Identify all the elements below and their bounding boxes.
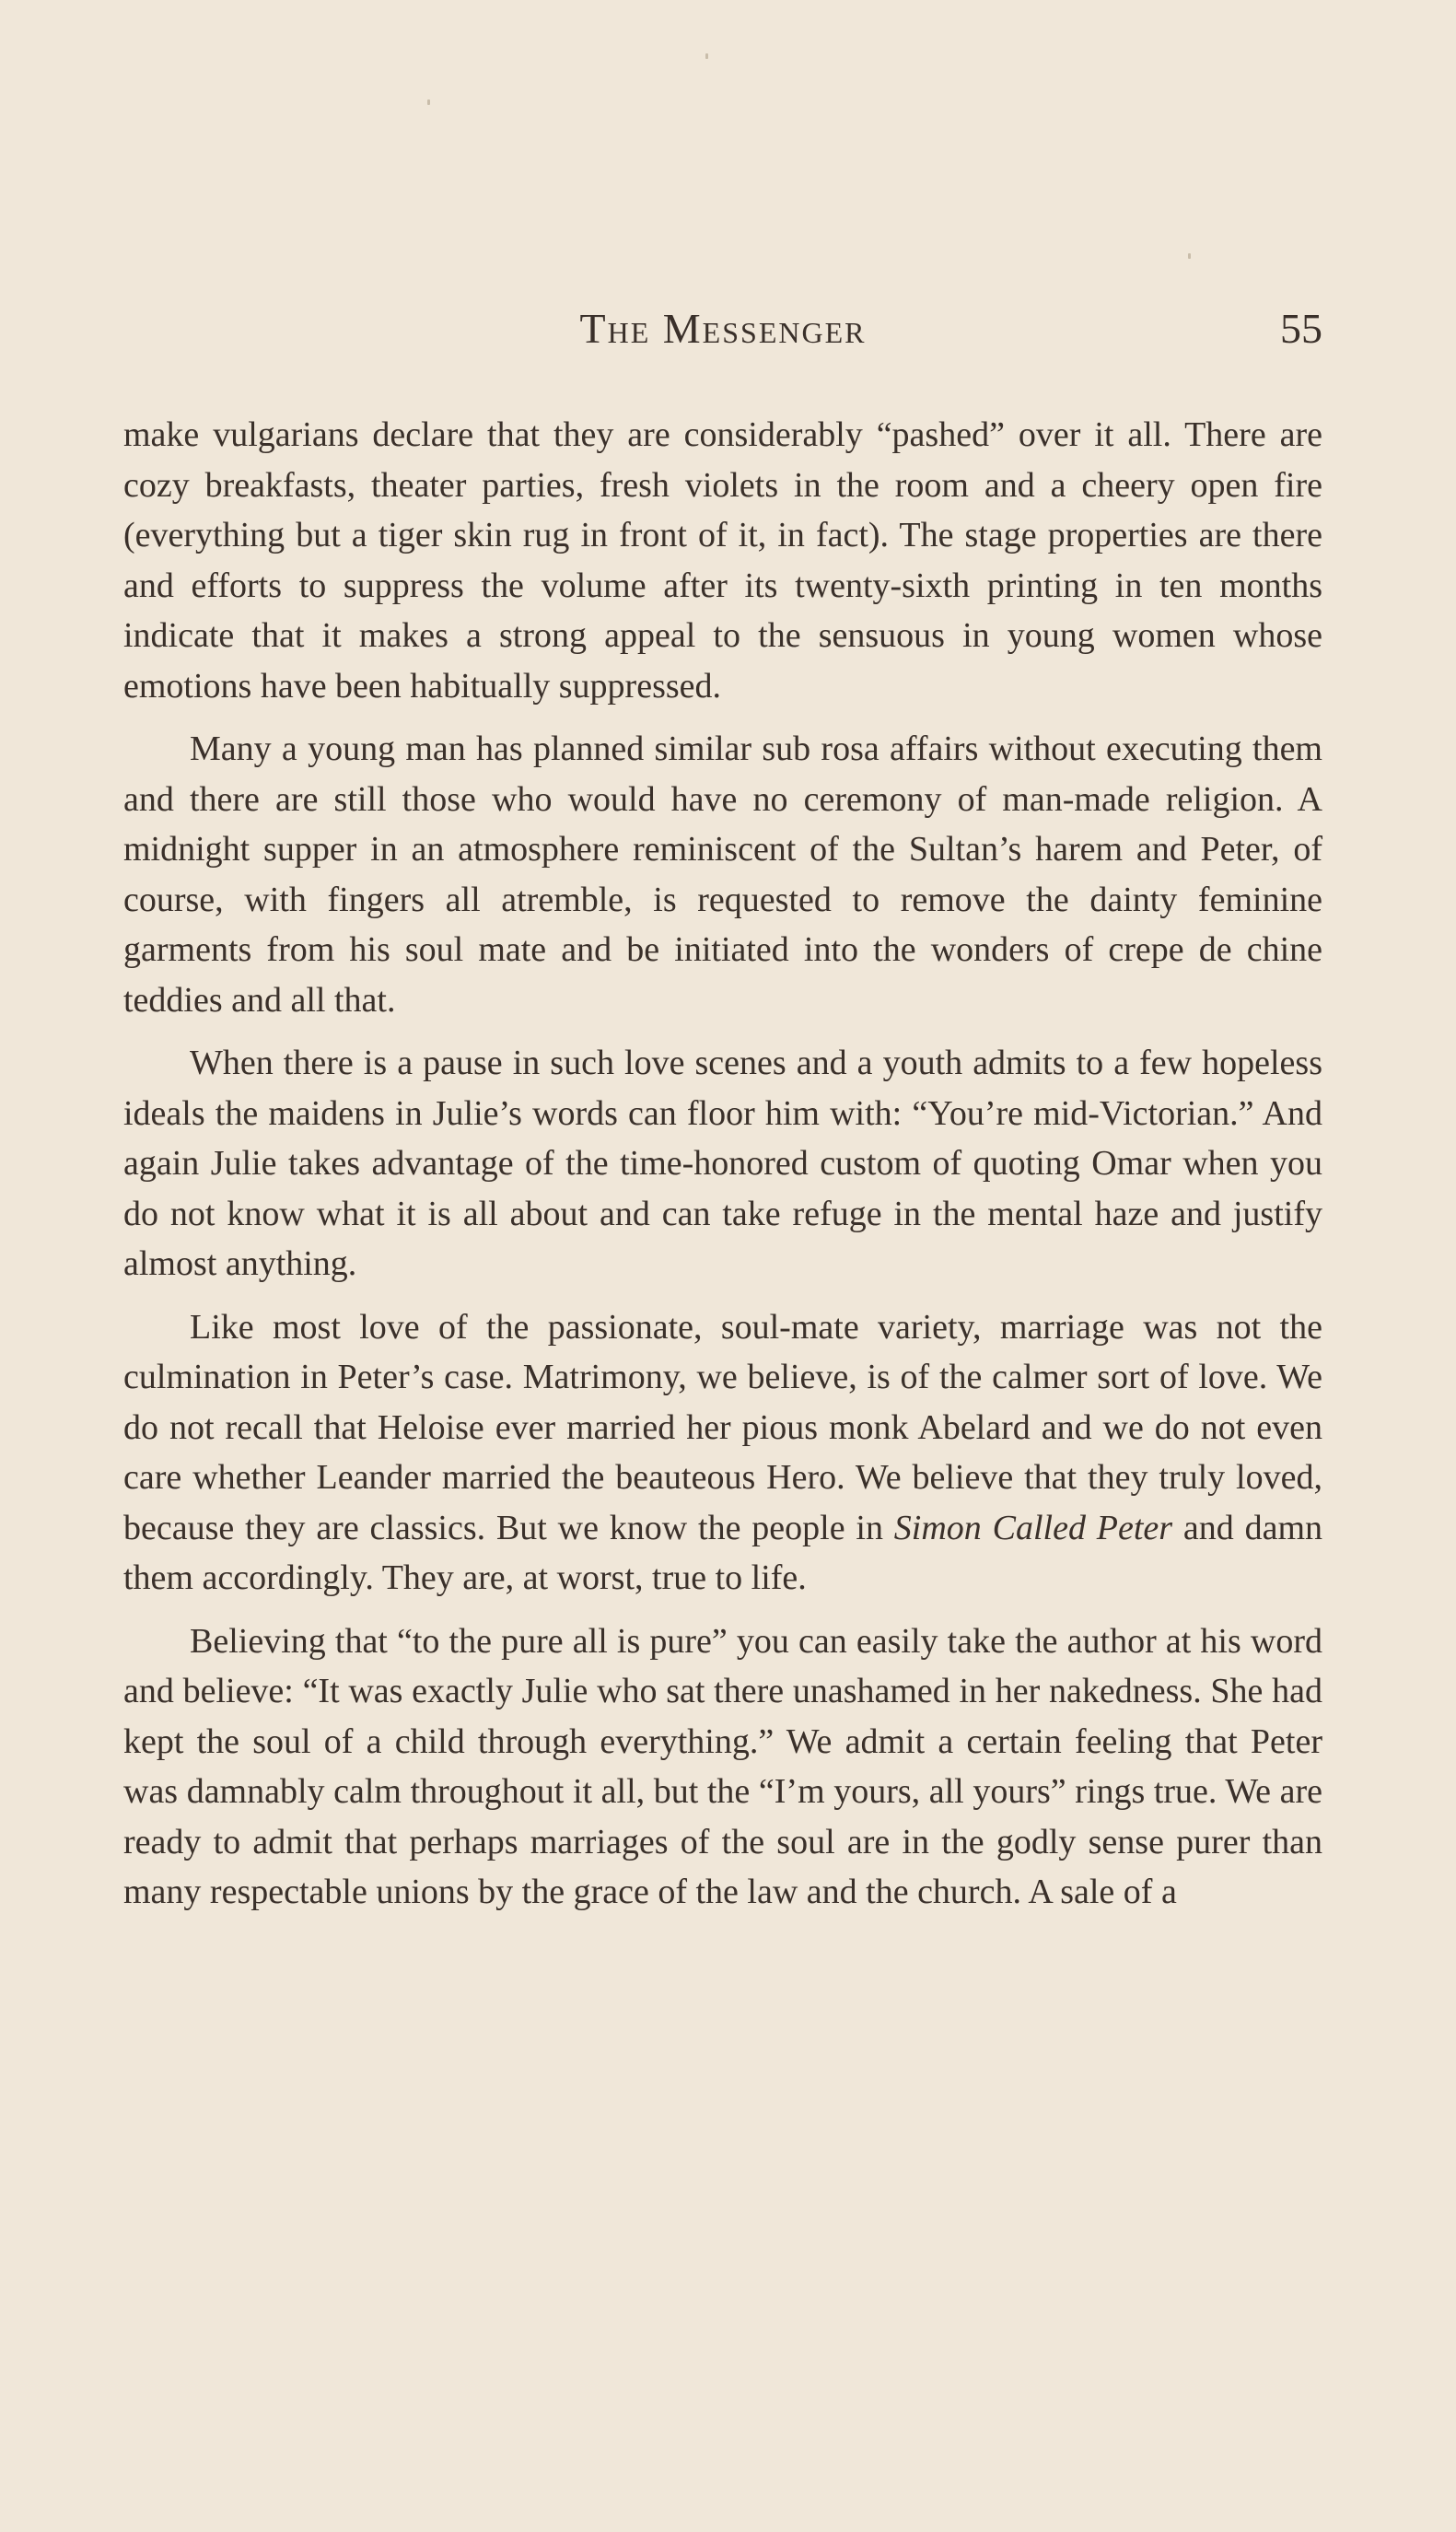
paragraph-text: Like most love of the passionate, soul-mate variety, marriage was not the culmination in Peter’s case. Matrimony, we believe, is of the calmer sort of love. We do not recall that Heloise ever married her pious monk Abelard and we do not even care whether Leander married the beauteous Hero. We believe that they truly loved, because they are classics. But we know the people in — [123, 1307, 1322, 1547]
paper-speck — [427, 99, 430, 105]
paragraph: Many a young man has planned similar sub rosa affairs without executing them and there are still those who would have no ceremony of man-made religion. A midnight supper in an atmosphere reminiscent of the Sultan’s harem and Peter, of course, with fingers all atremble, is requested to remove the dainty feminine garments from his soul mate and be initiated into the wonders of crepe de chine teddies and all that. — [123, 729, 1322, 1020]
running-title: The Messenger — [579, 305, 867, 352]
paragraph-continued: make vulgarians declare that they are considerably “pashed” over it all. There are cozy breakfasts, theater parties, fresh violets in the room and a cheery open fire (everything but a tiger skin rug in front of it, in fact). The stage properties are there and efforts to suppress the volume after its twenty-sixth printing in ten months indicate that it makes a strong appeal to the sensuous in young women whose emotions have been habitually suppressed. — [123, 415, 1322, 706]
body-text — [123, 410, 1322, 1931]
book-title: Simon Called Peter — [893, 1508, 1173, 1547]
paragraph — [123, 1302, 1322, 1604]
paper-speck — [705, 53, 708, 59]
page-number: 55 — [1280, 305, 1322, 352]
paragraph-text: and damn them accordingly. They are, at worst, true to life. — [123, 1508, 1322, 1597]
paper-speck — [1188, 253, 1191, 259]
paragraph: When there is a pause in such love scenes and a youth admits to a few hopeless ideals the maidens in Julie’s words can floor him with: “You’re mid-Victorian.” And again Julie takes advantage of the time-honored custom of quoting Omar when you do not know what it is all about and can take refuge in the mental haze and justify almost anything. — [123, 1044, 1322, 1283]
running-head — [123, 304, 1322, 368]
paragraph: Believing that “to the pure all is pure” you can easily take the author at his word and believe: “It was exactly Julie who sat there unashamed in her nakedness. She had kept the soul of a child through everything.” We admit a certain feeling that Peter was damnably calm throughout it all, but the “I’m yours, all yours” rings true. We are ready to admit that perhaps marriages of the soul are in the godly sense purer than many respectable unions by the grace of the law and the church. A sale of a — [123, 1621, 1322, 1911]
